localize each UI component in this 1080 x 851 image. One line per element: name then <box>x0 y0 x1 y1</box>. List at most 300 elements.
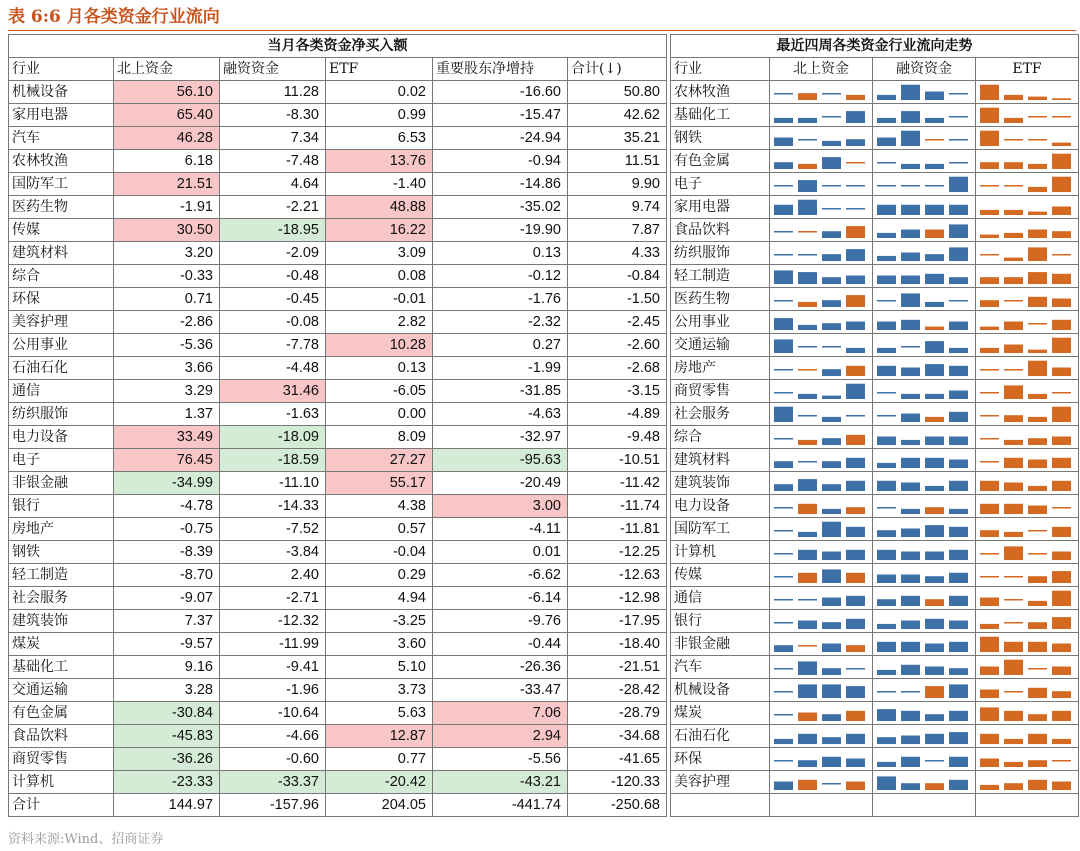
industry-cell: 建筑装饰 <box>671 472 770 495</box>
spark-bar <box>1004 546 1023 560</box>
spark-bar <box>925 576 944 583</box>
value-cell: -28.42 <box>568 679 667 702</box>
spark-bar <box>798 599 817 601</box>
spark-bar <box>798 254 817 256</box>
table-row <box>9 242 667 265</box>
value-cell: 0.57 <box>326 518 433 541</box>
sparkline-cell <box>770 150 873 173</box>
industry-cell: 环保 <box>9 288 114 311</box>
sparkline-cell <box>873 702 976 725</box>
spark-bar <box>925 734 944 744</box>
spark-bar <box>846 573 865 583</box>
sparkline-cell <box>770 748 873 771</box>
spark-bar <box>846 348 865 353</box>
industry-cell: 纺织服饰 <box>671 242 770 265</box>
spark-bar <box>1004 576 1023 578</box>
spark-bar <box>949 642 968 652</box>
industry-cell: 建筑材料 <box>9 242 114 265</box>
table-row <box>671 265 1079 288</box>
value-cell: -41.65 <box>568 748 667 771</box>
spark-bar <box>877 709 896 721</box>
spark-bar <box>925 437 944 446</box>
spark-bar <box>877 415 896 417</box>
spark-bar <box>774 645 793 652</box>
sparkline-cell <box>976 311 1079 334</box>
spark-bar <box>949 437 968 446</box>
industry-cell: 石油石化 <box>9 357 114 380</box>
table-row <box>9 150 667 173</box>
sparkline-cell <box>976 380 1079 403</box>
sparkline-cell <box>976 265 1079 288</box>
sparkline-cell <box>976 242 1079 265</box>
sparkline-cell <box>873 242 976 265</box>
value-cell: -1.50 <box>568 288 667 311</box>
spark-bar <box>846 139 865 146</box>
spark-bar <box>925 92 944 101</box>
value-cell: 7.34 <box>220 127 326 150</box>
spark-bar <box>846 249 865 261</box>
table-row <box>671 587 1079 610</box>
sparkline-cell <box>770 380 873 403</box>
spark-bar <box>822 644 841 653</box>
spark-bar <box>877 348 896 353</box>
value-cell: -4.66 <box>220 725 326 748</box>
sparkline-cell <box>770 334 873 357</box>
sparkline <box>873 173 975 195</box>
value-cell: -4.48 <box>220 357 326 380</box>
spark-bar <box>949 348 968 353</box>
spark-bar <box>798 200 817 215</box>
spark-bar <box>822 116 841 118</box>
spark-bar <box>798 394 817 399</box>
spark-bar <box>822 622 841 629</box>
table-row <box>671 242 1079 265</box>
spark-bar <box>980 348 999 353</box>
value-cell: -10.51 <box>568 449 667 472</box>
industry-cell: 建筑材料 <box>671 449 770 472</box>
sparkline-cell <box>976 610 1079 633</box>
spark-bar <box>822 254 841 261</box>
spark-bar <box>822 141 841 146</box>
sparkline-cell <box>770 564 873 587</box>
value-cell: 3.60 <box>326 633 433 656</box>
spark-bar <box>846 322 865 331</box>
value-cell: -120.33 <box>568 771 667 794</box>
sparkline <box>770 449 872 471</box>
table-row <box>9 104 667 127</box>
spark-bar <box>980 598 999 607</box>
sparkline-cell <box>976 334 1079 357</box>
spark-bar <box>925 364 944 376</box>
table-row <box>671 196 1079 219</box>
value-cell: -95.63 <box>433 449 568 472</box>
table-row <box>9 426 667 449</box>
spark-bar <box>980 667 999 676</box>
sparkline <box>873 426 975 448</box>
table-row <box>671 334 1079 357</box>
spark-bar <box>925 302 944 307</box>
spark-bar <box>949 621 968 630</box>
spark-bar <box>949 391 968 400</box>
value-cell: 4.33 <box>568 242 667 265</box>
spark-bar <box>949 732 968 744</box>
sparkline <box>873 679 975 701</box>
value-cell: -11.10 <box>220 472 326 495</box>
spark-bar <box>798 621 817 630</box>
spark-bar <box>1028 642 1047 652</box>
sparkline-cell <box>770 173 873 196</box>
spark-bar <box>846 458 865 468</box>
industry-cell: 商贸零售 <box>9 748 114 771</box>
spark-bar <box>949 527 968 537</box>
empty-cell <box>976 794 1079 817</box>
sparkline <box>873 633 975 655</box>
sparkline-cell <box>770 403 873 426</box>
industry-cell: 计算机 <box>671 541 770 564</box>
table-row <box>9 541 667 564</box>
value-cell: -3.15 <box>568 380 667 403</box>
value-cell: -157.96 <box>220 794 326 817</box>
value-cell: -7.52 <box>220 518 326 541</box>
spark-bar <box>774 185 793 187</box>
spark-bar <box>877 205 896 215</box>
table-row <box>9 334 667 357</box>
table-row <box>671 127 1079 150</box>
value-cell: -11.99 <box>220 633 326 656</box>
value-cell: 3.20 <box>114 242 220 265</box>
value-cell: 56.10 <box>114 81 220 104</box>
spark-bar <box>925 783 944 790</box>
sparkline-cell <box>976 81 1079 104</box>
sparkline-cell <box>976 219 1079 242</box>
spark-bar <box>1028 601 1047 606</box>
spark-bar <box>1052 527 1071 537</box>
table-row <box>671 403 1079 426</box>
spark-bar <box>774 407 793 422</box>
spark-bar <box>822 668 841 675</box>
spark-bar <box>774 369 793 371</box>
spark-bar <box>901 621 920 630</box>
sparkline-cell <box>770 219 873 242</box>
spark-bar <box>925 139 944 141</box>
sparkline <box>770 610 872 632</box>
sparkline-cell <box>770 449 873 472</box>
value-cell: -7.78 <box>220 334 326 357</box>
sparkline-cell <box>873 265 976 288</box>
sparkline <box>770 380 872 402</box>
value-cell: 0.29 <box>326 564 433 587</box>
spark-bar <box>1004 532 1023 537</box>
spark-bar <box>901 691 920 693</box>
industry-cell: 交通运输 <box>671 334 770 357</box>
spark-bar <box>1004 483 1023 492</box>
spark-bar <box>980 690 999 699</box>
industry-cell: 汽车 <box>9 127 114 150</box>
industry-cell: 传媒 <box>9 219 114 242</box>
spark-bar <box>901 509 920 514</box>
spark-bar <box>846 162 865 164</box>
spark-bar <box>1052 407 1071 422</box>
spark-bar <box>846 185 865 187</box>
sparkline-cell <box>976 104 1079 127</box>
value-cell: -2.45 <box>568 311 667 334</box>
sparkline <box>770 219 872 241</box>
industry-cell: 机械设备 <box>9 81 114 104</box>
spark-bar <box>980 530 999 537</box>
spark-bar <box>901 276 920 285</box>
sparkline-cell <box>976 771 1079 794</box>
value-cell: -12.32 <box>220 610 326 633</box>
spark-bar <box>774 553 793 555</box>
value-cell: -34.99 <box>114 472 220 495</box>
sparkline <box>873 495 975 517</box>
value-cell: 35.21 <box>568 127 667 150</box>
spark-bar <box>774 599 793 601</box>
spark-bar <box>774 530 793 532</box>
value-cell: -12.25 <box>568 541 667 564</box>
spark-bar <box>980 624 999 629</box>
value-cell: -1.99 <box>433 357 568 380</box>
sparkline <box>873 403 975 425</box>
sparkline <box>873 288 975 310</box>
sparkline-cell <box>976 357 1079 380</box>
table-row <box>671 150 1079 173</box>
sparkline-cell <box>873 288 976 311</box>
spark-bar <box>846 782 865 791</box>
sparkline <box>873 265 975 287</box>
spark-bar <box>822 417 841 422</box>
industry-cell: 非银金融 <box>671 633 770 656</box>
value-cell: -20.42 <box>326 771 433 794</box>
industry-cell: 汽车 <box>671 656 770 679</box>
value-cell: 7.06 <box>433 702 568 725</box>
spark-bar <box>949 177 968 192</box>
spark-bar <box>901 711 920 721</box>
sparkline-cell <box>873 518 976 541</box>
spark-bar <box>1004 711 1023 721</box>
spark-bar <box>1052 552 1071 561</box>
spark-bar <box>798 734 817 744</box>
spark-bar <box>798 415 817 417</box>
spark-bar <box>980 108 999 123</box>
industry-cell: 有色金属 <box>9 702 114 725</box>
sparkline <box>873 587 975 609</box>
spark-bar <box>901 111 920 123</box>
sparkline-cell <box>873 748 976 771</box>
spark-bar <box>1004 660 1023 675</box>
sparkline-cell <box>873 311 976 334</box>
value-cell: 3.29 <box>114 380 220 403</box>
spark-bar <box>980 461 999 463</box>
spark-bar <box>901 458 920 468</box>
table-row <box>671 725 1079 748</box>
value-cell: -0.12 <box>433 265 568 288</box>
sparkline-cell <box>873 196 976 219</box>
spark-bar <box>774 507 793 509</box>
sparkline <box>976 771 1078 793</box>
table-row <box>9 173 667 196</box>
industry-cell: 非银金融 <box>9 472 114 495</box>
sparkline-cell <box>976 748 1079 771</box>
sparkline-cell <box>873 564 976 587</box>
spark-bar <box>1028 230 1047 239</box>
value-cell: -10.64 <box>220 702 326 725</box>
spark-bar <box>1004 783 1023 790</box>
table-row <box>671 518 1079 541</box>
value-cell: -45.83 <box>114 725 220 748</box>
spark-bar <box>980 637 999 652</box>
spark-bar <box>901 757 920 767</box>
table-row <box>671 357 1079 380</box>
sparkline-cell <box>770 265 873 288</box>
value-cell: -36.26 <box>114 748 220 771</box>
industry-cell: 食品饮料 <box>9 725 114 748</box>
spark-bar <box>846 226 865 238</box>
spark-bar <box>1052 154 1071 169</box>
spark-bar <box>949 780 968 790</box>
sparkline-cell <box>770 587 873 610</box>
spark-bar <box>877 530 896 537</box>
value-cell: 204.05 <box>326 794 433 817</box>
industry-cell: 机械设备 <box>671 679 770 702</box>
spark-bar <box>798 302 817 307</box>
spark-bar <box>949 162 968 164</box>
value-cell: -6.62 <box>433 564 568 587</box>
spark-bar <box>1052 320 1071 330</box>
value-cell: -0.48 <box>220 265 326 288</box>
value-cell: -18.09 <box>220 426 326 449</box>
value-cell: -0.75 <box>114 518 220 541</box>
spark-bar <box>1052 507 1071 509</box>
spark-bar <box>949 366 968 376</box>
spark-bar <box>798 180 817 192</box>
industry-cell: 煤炭 <box>9 633 114 656</box>
sparkline <box>873 472 975 494</box>
sparkline <box>873 518 975 540</box>
sparkline-cell <box>873 679 976 702</box>
table-row <box>671 311 1079 334</box>
spark-bar <box>877 550 896 560</box>
value-cell: -14.33 <box>220 495 326 518</box>
table-row <box>671 472 1079 495</box>
spark-bar <box>822 569 841 583</box>
value-cell: 50.80 <box>568 81 667 104</box>
spark-bar <box>901 414 920 423</box>
spark-bar <box>901 529 920 538</box>
value-cell: 4.38 <box>326 495 433 518</box>
sparkline <box>770 771 872 793</box>
value-cell: -4.63 <box>433 403 568 426</box>
spark-bar <box>822 714 841 721</box>
spark-bar <box>925 254 944 261</box>
value-cell: -4.78 <box>114 495 220 518</box>
sparkline-cell <box>976 472 1079 495</box>
sparkline <box>873 541 975 563</box>
spark-bar <box>846 686 865 698</box>
spark-bar <box>1028 714 1047 721</box>
spark-bar <box>1004 385 1023 399</box>
spark-bar <box>877 575 896 584</box>
spark-bar <box>1028 506 1047 515</box>
spark-bar <box>901 205 920 215</box>
value-cell: 11.51 <box>568 150 667 173</box>
sparkline-cell <box>770 495 873 518</box>
value-cell: -30.84 <box>114 702 220 725</box>
sparkline-cell <box>770 633 873 656</box>
spark-bar <box>980 438 999 440</box>
spark-bar <box>901 164 920 169</box>
spark-bar <box>949 460 968 469</box>
spark-bar <box>1004 210 1023 215</box>
value-cell: 21.51 <box>114 173 220 196</box>
sparkline <box>976 449 1078 471</box>
spark-bar <box>1028 760 1047 767</box>
value-cell: 6.53 <box>326 127 433 150</box>
spark-bar <box>949 224 968 238</box>
spark-bar <box>822 346 841 348</box>
spark-bar <box>1052 338 1071 353</box>
spark-bar <box>846 481 865 491</box>
value-cell: -24.94 <box>433 127 568 150</box>
table-row <box>671 104 1079 127</box>
industry-cell: 通信 <box>9 380 114 403</box>
spark-bar <box>1004 162 1023 169</box>
spark-bar <box>1004 185 1023 187</box>
value-cell: -6.14 <box>433 587 568 610</box>
spark-bar <box>798 325 817 330</box>
spark-bar <box>798 661 817 675</box>
industry-cell: 电力设备 <box>671 495 770 518</box>
value-cell: -0.45 <box>220 288 326 311</box>
sparkline <box>976 127 1078 149</box>
industry-cell: 美容护理 <box>671 771 770 794</box>
spark-bar <box>980 254 999 256</box>
col-header: ETF <box>326 58 433 81</box>
industry-cell: 电力设备 <box>9 426 114 449</box>
sparkline <box>873 242 975 264</box>
sparkline <box>976 541 1078 563</box>
spark-bar <box>846 734 865 744</box>
sparkline-cell <box>976 633 1079 656</box>
spark-bar <box>846 435 865 445</box>
spark-bar <box>846 507 865 514</box>
table-row <box>671 679 1079 702</box>
value-cell: -18.40 <box>568 633 667 656</box>
industry-cell: 钢铁 <box>671 127 770 150</box>
spark-bar <box>1052 231 1071 238</box>
sparkline <box>770 173 872 195</box>
value-cell: 7.37 <box>114 610 220 633</box>
spark-bar <box>774 622 793 624</box>
sparkline-cell <box>976 587 1079 610</box>
value-cell: 10.28 <box>326 334 433 357</box>
sparkline <box>873 150 975 172</box>
sparkline <box>873 127 975 149</box>
sparkline-cell <box>770 104 873 127</box>
table-row <box>9 219 667 242</box>
spark-bar <box>925 667 944 676</box>
value-cell: 0.13 <box>433 242 568 265</box>
table-row <box>9 633 667 656</box>
sparkline <box>770 541 872 563</box>
sparkline <box>976 518 1078 540</box>
spark-bar <box>798 479 817 491</box>
spark-bar <box>949 93 968 95</box>
col-header: 行业 <box>9 58 114 81</box>
spark-bar <box>846 550 865 560</box>
spark-bar <box>1028 164 1047 169</box>
spark-bar <box>798 713 817 722</box>
